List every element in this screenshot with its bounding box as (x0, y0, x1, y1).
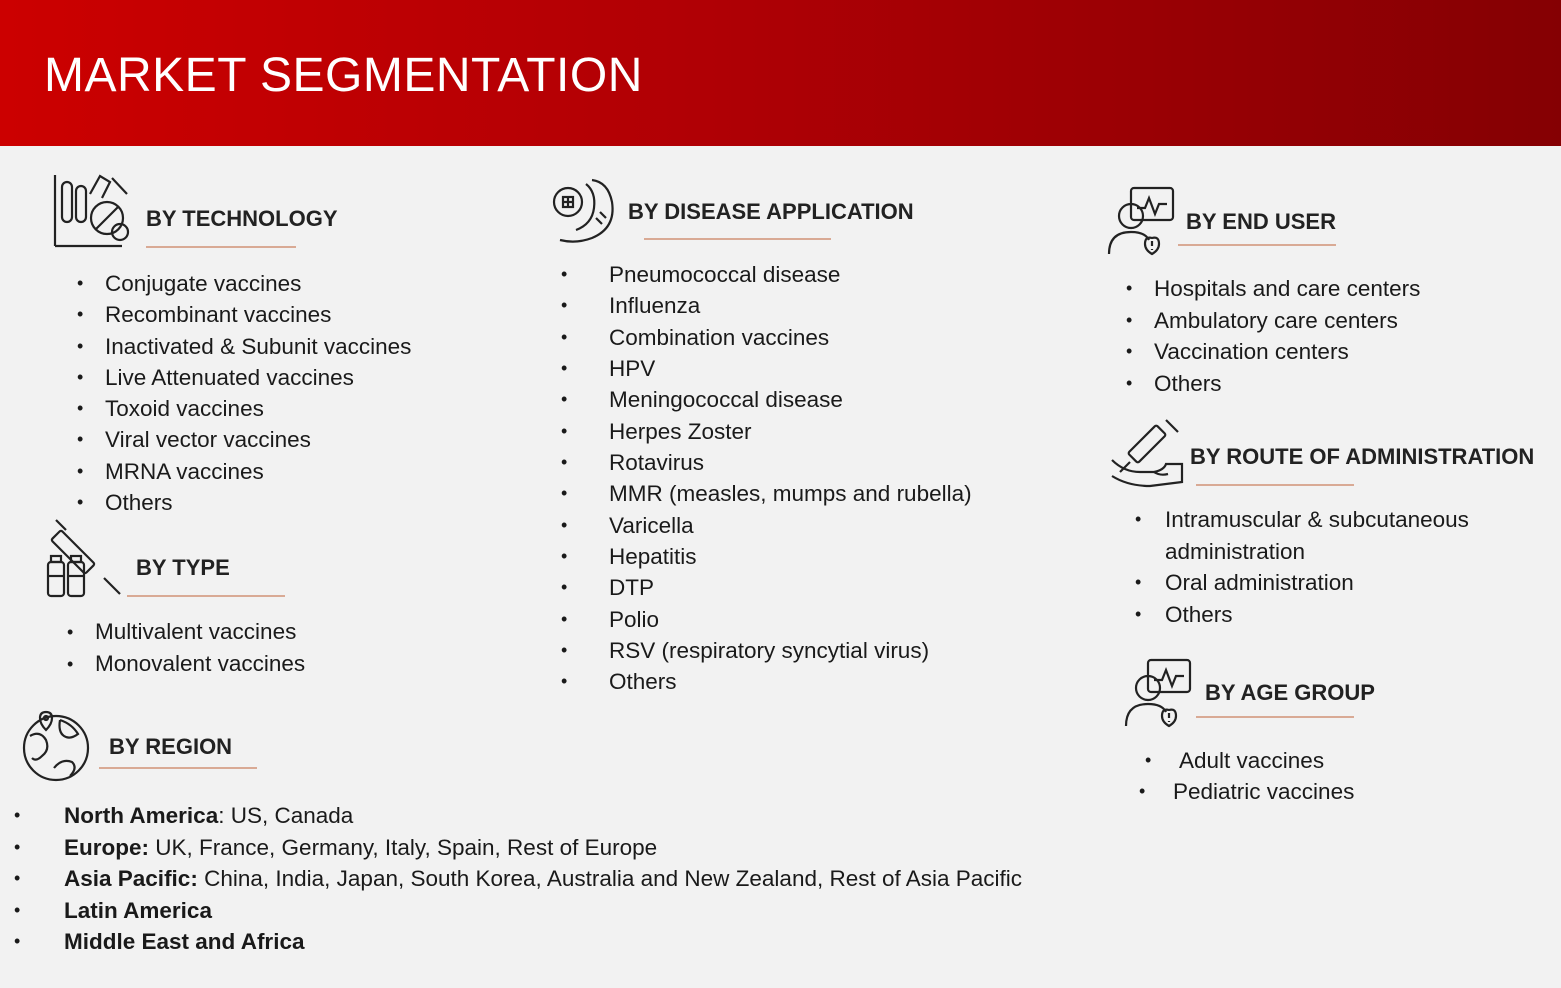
region-name: Latin America (64, 897, 212, 923)
region-item (64, 863, 1022, 895)
technology-underline (146, 246, 296, 248)
disease-list (609, 259, 972, 698)
disease-underline (644, 238, 831, 240)
end-user-underline (1178, 244, 1336, 246)
region-countries: : US, Canada (218, 803, 354, 828)
region-heading: BY REGION (109, 734, 233, 759)
route-heading: BY ROUTE OF ADMINISTRATION (1190, 444, 1535, 469)
region-item (64, 895, 1022, 927)
list-item: • Multivalent vaccines (95, 616, 305, 648)
region-name: North America (64, 803, 219, 828)
page-title: MARKET SEGMENTATION (44, 49, 643, 102)
list-item: • Influenza (609, 290, 972, 321)
list-item: • Rotavirus (609, 447, 972, 478)
list-item: • Pediatric vaccines (1173, 776, 1354, 807)
list-item: • Herpes Zoster (609, 416, 972, 447)
list-item: • Toxoid vaccines (105, 393, 411, 424)
end-user-list (1154, 273, 1420, 399)
age-underline (1196, 716, 1354, 718)
age-heading: BY AGE GROUP (1205, 680, 1375, 705)
region-item (64, 832, 1022, 864)
list-item: • Varicella (609, 510, 972, 541)
list-item: • Combination vaccines (609, 322, 972, 353)
list-item: • Inactivated & Subunit vaccines (105, 331, 411, 362)
technology-heading: BY TECHNOLOGY (146, 206, 338, 231)
type-underline (127, 595, 285, 597)
list-item: • Live Attenuated vaccines (105, 362, 411, 393)
region-countries: China, India, Japan, South Korea, Australia and New Zealand, Rest of Asia Pacific (197, 866, 1023, 891)
list-item: • HPV (609, 353, 972, 384)
list-item: • Viral vector vaccines (105, 424, 411, 455)
list-item: • Others (105, 487, 411, 518)
technology-list (105, 268, 411, 518)
list-item: • MRNA vaccines (105, 456, 411, 487)
region-name: Middle East and Africa (64, 929, 305, 954)
list-item: • RSV (respiratory syncytial virus) (609, 635, 972, 666)
list-item: • Polio (609, 604, 972, 635)
region-item (64, 800, 1022, 832)
list-item: • Recombinant vaccines (105, 299, 411, 330)
type-list (95, 616, 305, 680)
vaccine-vials-syringe-icon (44, 518, 126, 600)
list-item: • Conjugate vaccines (105, 268, 411, 299)
list-item: • DTP (609, 572, 972, 603)
route-underline (1196, 484, 1354, 486)
age-list (1173, 745, 1360, 807)
route-list (1165, 504, 1469, 630)
region-countries: UK, France, Germany, Italy, Spain, Rest of Europe (149, 834, 658, 860)
list-item: • Others (1154, 368, 1420, 400)
list-item: • MMR (measles, mumps and rubella) (609, 478, 972, 509)
disease-heading: BY DISEASE APPLICATION (628, 199, 914, 224)
lab-test-tube-icon (52, 172, 132, 250)
end-user-heading: BY END USER (1186, 209, 1336, 234)
list-item: • Hospitals and care centers (1154, 273, 1420, 305)
stomach-medical-icon (552, 178, 618, 246)
list-item: • Others (1165, 599, 1469, 631)
region-list (64, 800, 1022, 958)
region-name: Asia Pacific: (64, 866, 198, 891)
region-name: Europe: (64, 834, 150, 860)
list-item: • Meningococcal disease (609, 384, 972, 415)
list-item: • Oral administration (1165, 567, 1469, 599)
list-item: • Others (609, 666, 972, 697)
list-item: • Pneumococcal disease (609, 259, 972, 290)
list-item: administration (1165, 538, 1306, 564)
syringe-arm-injection-icon (1110, 416, 1184, 488)
list-item: • Intramuscular & subcutaneous (1165, 504, 1469, 536)
header-banner (0, 0, 1561, 146)
list-item: • Vaccination centers (1154, 336, 1420, 368)
globe-location-icon (20, 710, 92, 782)
list-item: • Adult vaccines (1179, 745, 1360, 776)
list-item: • Ambulatory care centers (1154, 305, 1420, 337)
patient-monitor-icon (1105, 186, 1175, 256)
patient-monitor-icon (1122, 658, 1192, 728)
region-underline (99, 767, 257, 769)
region-item (64, 926, 1022, 958)
list-item: • Hepatitis (609, 541, 972, 572)
type-heading: BY TYPE (136, 555, 230, 580)
list-item: • Monovalent vaccines (95, 648, 305, 680)
